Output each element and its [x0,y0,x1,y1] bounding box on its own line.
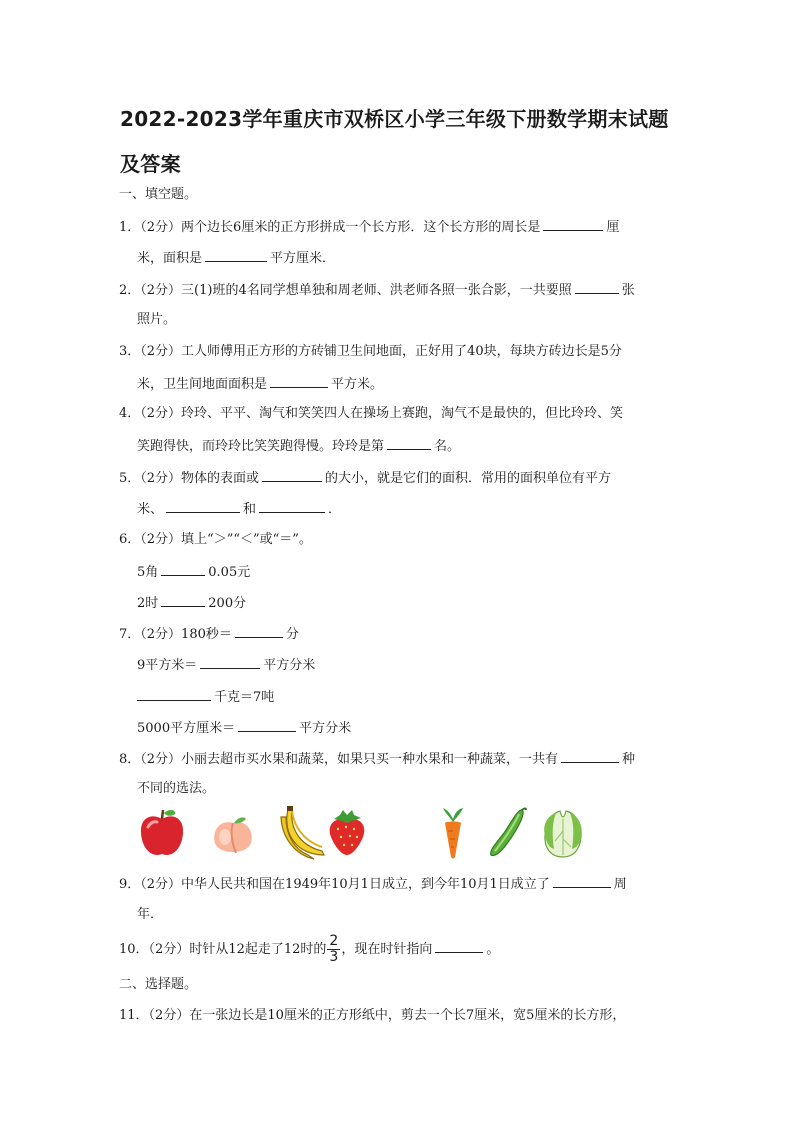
section-heading-fill-blank: 一、填空题。 [119,187,198,202]
question-9-line-1: 9．（2分）中华人民共和国在1949年10月1日成立，到今年10月1日成立了 周 [119,873,627,895]
question-6-line-1: 6．（2分）填上“＞”“＜”或“＝”。 [119,532,312,547]
answer-blank [262,467,322,482]
answer-blank [200,654,260,669]
question-2-line-1: 2．（2分）三(1)班的4名同学想单独和周老师、洪老师各照一张合影，一共要照 张 [119,279,635,301]
carrot-icon [438,807,468,859]
question-1-unit: 厘 [606,220,620,235]
answer-blank [161,561,205,576]
section-heading-multiple-choice: 二、选择题。 [119,977,198,992]
title-line-2: 及答案 [120,152,181,176]
pea-pod-icon [488,807,528,859]
question-7-line-4: 5000平方厘米＝ 平方分米 [137,717,351,739]
fraction-two-thirds: $\frac{2}{3}$ [329,933,339,965]
question-9-line-2: 年． [137,907,164,922]
question-1-text: 1．（2分）两个边长6厘米的正方形拼成一个长方形．这个长方形的周长是 [119,220,541,235]
question-5-line-2: 米、 和 ． [137,498,341,520]
question-3-line-1: 3．（2分）工人师傅用正方形的方砖铺卫生间地面，正好用了40块，每块方砖边长是5分 [119,344,622,359]
answer-blank [543,216,603,231]
cabbage-icon [540,805,586,859]
peach-icon [210,815,256,857]
question-7-line-3: 千克＝7吨 [137,686,274,708]
question-11-line-1: 11．（2分）在一张边长是10厘米的正方形纸中，剪去一个长7厘米，宽5厘米的长方形， [119,1008,626,1023]
question-10-line-1: 10．（2分）时针从12起走了12时的 $\frac{2}{3}$ ，现在时针指向 。 [119,933,500,965]
answer-blank [161,592,205,607]
answer-blank [166,498,240,513]
answer-blank [137,686,211,701]
document-title [120,97,680,187]
question-4-line-2: 笑跑得快，而玲玲比笑笑跑得慢。玲玲是第 名。 [137,435,460,457]
apple-icon [138,807,186,859]
question-7-line-1: 7．（2分）180秒＝ 分 [119,623,299,645]
question-4-line-1: 4．（2分）玲玲、平平、淘气和笑笑四人在操场上赛跑，淘气不是最快的，但比玲玲、笑 [119,406,624,421]
title-line-1: 2022-2023学年重庆市双桥区小学三年级下册数学期末试题 [120,107,669,131]
question-5-line-1: 5．（2分）物体的表面或 的大小，就是它们的面积．常用的面积单位有平方 [119,467,611,489]
answer-blank [387,435,431,450]
question-8-line-1: 8．（2分）小丽去超市买水果和蔬菜，如果只买一种水果和一种蔬菜，一共有 种 [119,748,635,770]
question-7-line-2: 9平方米＝ 平方分米 [137,654,315,676]
question-2-line-2: 照片。 [137,312,177,327]
answer-blank [235,623,283,638]
question-3-line-2: 米，卫生间地面面积是 平方米。 [137,373,383,395]
fruit-vegetable-illustration [130,803,590,863]
answer-blank [561,748,619,763]
question-8-line-2: 不同的选法。 [137,781,216,796]
banana-icon [278,805,328,861]
answer-blank [270,373,328,388]
question-1-line-2: 米，面积是 平方厘米． [137,247,335,269]
answer-blank [435,938,483,953]
strawberry-icon [326,809,368,857]
answer-blank [205,247,267,262]
question-6-line-2: 5角 0.05元 [137,561,250,583]
question-6-line-3: 2时 200分 [137,592,246,614]
question-1-line-1 [119,216,619,238]
answer-blank [553,873,611,888]
answer-blank [575,279,619,294]
answer-blank [259,498,325,513]
answer-blank [238,717,296,732]
